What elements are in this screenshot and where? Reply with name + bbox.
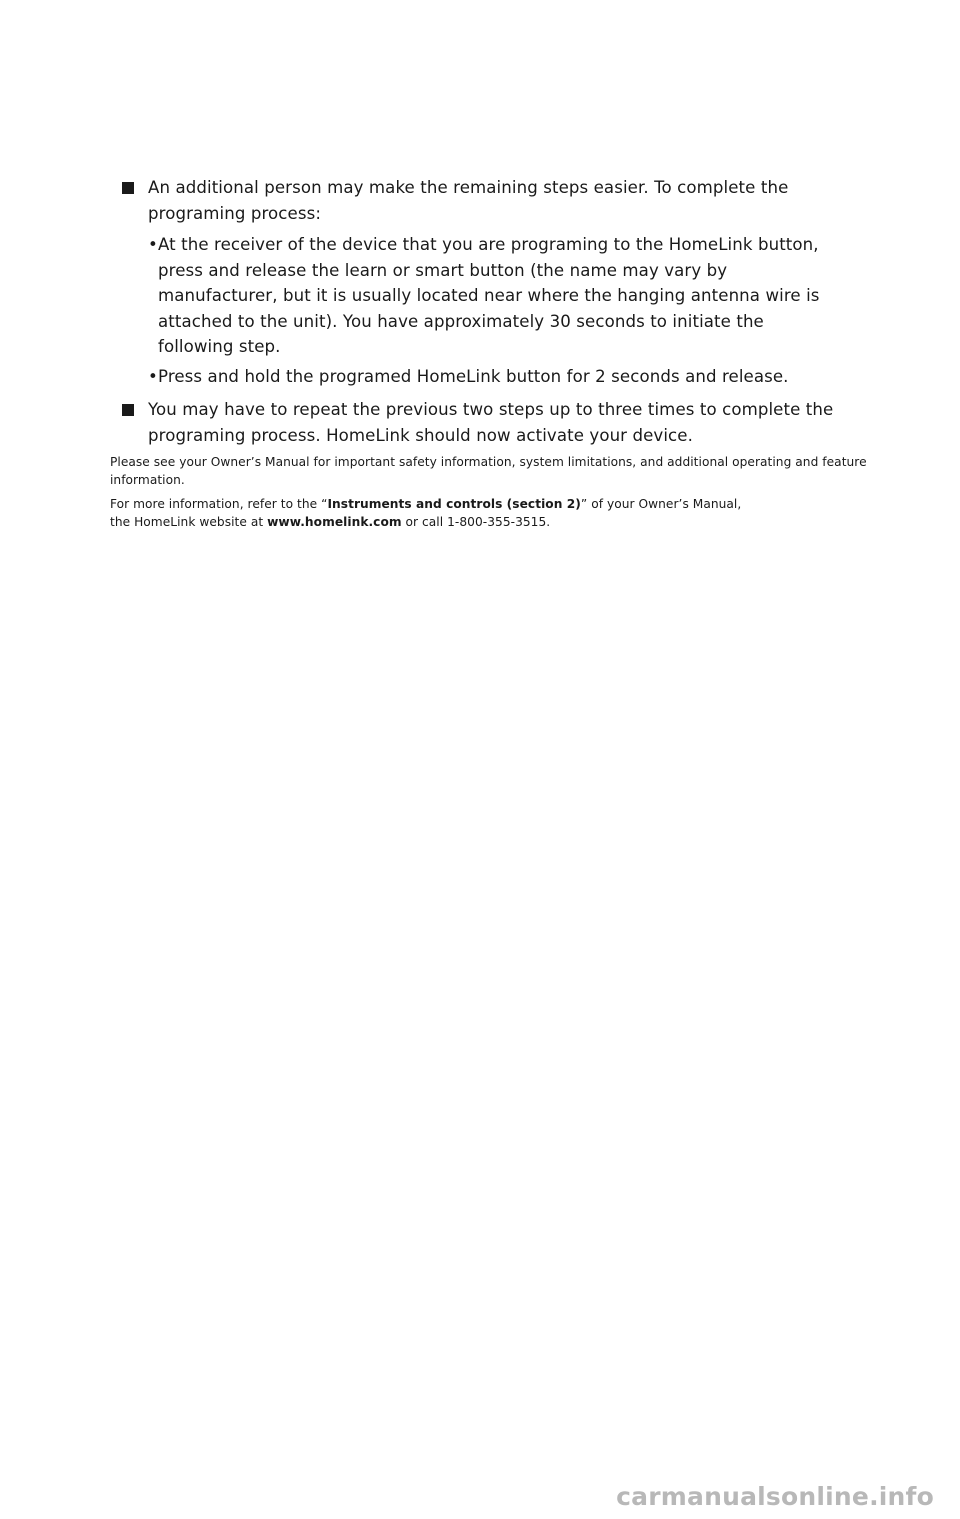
sub-step-1	[148, 232, 838, 360]
square-bullet-icon	[122, 404, 134, 416]
sub-step-2-text: Press and hold the programed HomeLink button for 2 seconds and release.	[158, 367, 789, 386]
dot-bullet-icon: •	[148, 235, 158, 254]
section-reference: Instruments and controls (section 2)	[327, 497, 581, 511]
step-item-1-text: An additional person may make the remaining steps easier. To complete the programing process:	[148, 178, 789, 223]
more-info-line2-prefix: the HomeLink website at	[110, 515, 268, 529]
safety-note	[110, 453, 870, 489]
step-item-2-text: You may have to repeat the previous two steps up to three times to complete the programing process. HomeLink should now activate your device.	[148, 400, 834, 445]
more-info-prefix: For more information, refer to the “	[110, 497, 328, 511]
more-info-note	[110, 495, 870, 531]
sub-step-2	[148, 364, 838, 390]
more-info-suffix: or call 1-800-355-3515.	[401, 515, 551, 529]
dot-bullet-icon: •	[148, 367, 158, 386]
step-item-2	[148, 397, 838, 448]
more-info-mid: ” of your Owner’s Manual,	[580, 497, 742, 511]
safety-note-text: Please see your Owner’s Manual for important safety information, system limitations, and additional operating and feature information.	[110, 455, 867, 487]
sub-step-1-text: At the receiver of the device that you are programing to the HomeLink button, press and release the learn or smart button (the name may vary by manufacturer, but it is usually located near where the hanging antenna wire is attached to the unit). You have approximately 30 seconds to initiate the following step.	[158, 235, 820, 356]
square-bullet-icon	[122, 182, 134, 194]
homelink-website-link[interactable]: www.homelink.com	[267, 515, 402, 529]
watermark: carmanualsonline.info	[616, 1482, 934, 1511]
step-item-1	[148, 175, 838, 226]
